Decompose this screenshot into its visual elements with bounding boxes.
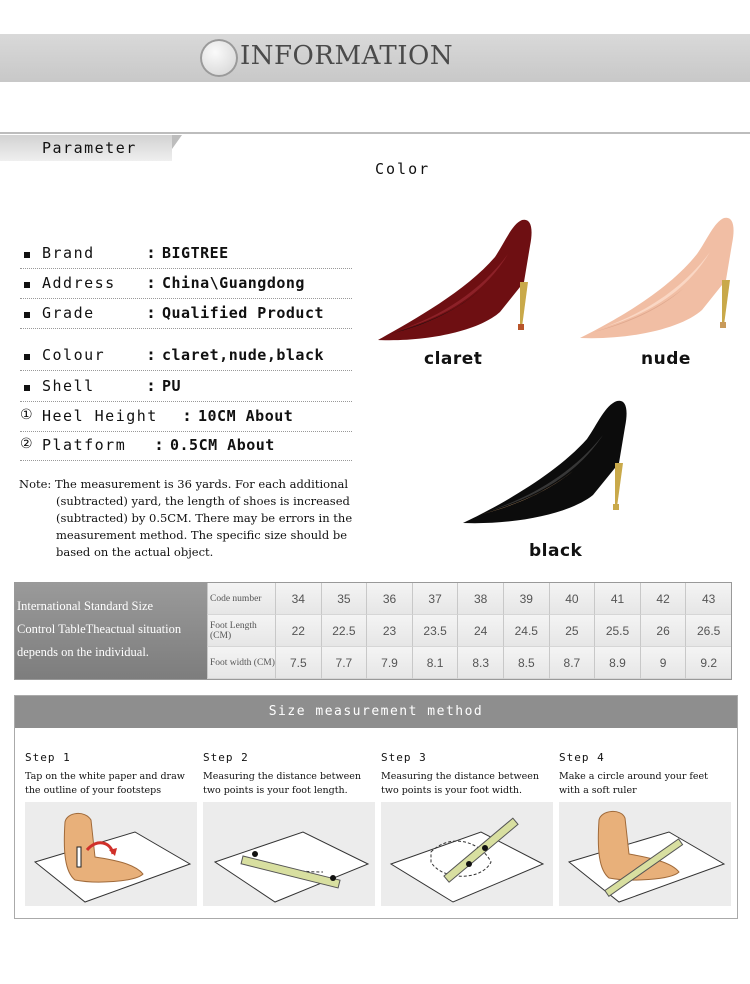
size-cell: 7.5 (275, 647, 321, 679)
spec-row (20, 344, 352, 371)
shoe-claret-image (370, 212, 550, 347)
note-line: based on the actual object. (56, 545, 214, 559)
bullet-icon (24, 252, 30, 258)
size-cell: 41 (594, 583, 640, 615)
spec-key: Address (42, 274, 116, 292)
note-line: Note: The measurement is 36 yards. For each additional (19, 477, 349, 491)
spec-key: Platform (42, 436, 127, 454)
step-title: Step 1 (25, 751, 71, 764)
spec-value: 10CM About (198, 407, 294, 425)
spec-colon: : (148, 304, 154, 322)
size-cell: 26 (640, 615, 686, 647)
page-title: INFORMATION (240, 41, 454, 71)
spec-value: 0.5CM About (170, 436, 275, 454)
spec-marker: ② (20, 436, 33, 452)
size-cell: 25.5 (594, 615, 640, 647)
size-cell: 35 (321, 583, 367, 615)
spec-value: Qualified Product (162, 304, 325, 322)
step-3-illustration (381, 802, 553, 906)
size-side-line: depends on the individual. (17, 645, 149, 659)
size-cell: 43 (685, 583, 731, 615)
size-cell: 9 (640, 647, 686, 679)
spec-colon: : (156, 436, 162, 454)
size-cell: 34 (275, 583, 321, 615)
size-cell: 22.5 (321, 615, 367, 647)
size-cell: 8.9 (594, 647, 640, 679)
bullet-icon (24, 385, 30, 391)
spec-key: Grade (42, 304, 95, 322)
size-cell: 7.9 (366, 647, 412, 679)
shoe-nude-label: nude (641, 349, 691, 369)
step-desc: Measuring the distance between two points is your foot width. (381, 771, 539, 796)
shoe-black-image (455, 395, 645, 530)
size-cell: 39 (503, 583, 549, 615)
size-cell: 22 (275, 615, 321, 647)
size-row-label: Foot width (CM) (207, 647, 275, 679)
shoe-black-label: black (529, 541, 583, 561)
size-cell: 37 (412, 583, 458, 615)
size-cell: 36 (366, 583, 412, 615)
bullet-icon (24, 282, 30, 288)
spec-key: Heel Height (42, 407, 158, 425)
step-desc: Make a circle around your feet with a soft ruler (559, 771, 708, 796)
size-side-line: International Standard Size (17, 599, 154, 613)
spec-key: Brand (42, 244, 95, 262)
size-cell: 8.1 (412, 647, 458, 679)
spec-value: claret,nude,black (162, 346, 325, 364)
spec-marker: ① (20, 407, 33, 423)
step-2-illustration (203, 802, 375, 906)
size-cell: 24 (457, 615, 503, 647)
size-cell: 42 (640, 583, 686, 615)
step-title: Step 2 (203, 751, 249, 764)
size-row-label: Foot Length (CM) (207, 615, 275, 647)
note-line: (subtracted) yard, the length of shoes is increased (56, 494, 350, 508)
spec-value: China\Guangdong (162, 274, 305, 292)
shoe-black (463, 401, 627, 524)
spec-key: Colour (42, 346, 106, 364)
size-cell: 8.3 (457, 647, 503, 679)
size-cell: 9.2 (685, 647, 731, 679)
size-cell: 38 (457, 583, 503, 615)
spec-colon: : (148, 346, 154, 364)
size-cell: 8.7 (549, 647, 595, 679)
size-grid (207, 583, 731, 679)
measurement-section (14, 695, 738, 919)
spec-row (20, 434, 352, 461)
size-row-label: Code number (207, 583, 275, 615)
size-table-side (15, 583, 207, 679)
step-desc: Tap on the white paper and draw the outline of your footsteps (25, 771, 185, 796)
spec-row (20, 302, 352, 329)
size-table (14, 582, 732, 680)
spec-row (20, 242, 352, 269)
size-cell: 23 (366, 615, 412, 647)
size-cell: 7.7 (321, 647, 367, 679)
step-1-illustration (25, 802, 197, 906)
size-cell: 8.5 (503, 647, 549, 679)
step-3 (381, 751, 553, 798)
shoe-nude (580, 218, 734, 339)
step-2 (203, 751, 375, 798)
spec-colon: : (184, 407, 190, 425)
size-side-line: Control TableTheactual situation (17, 622, 182, 636)
note-line: (subtracted) by 0.5CM. There may be errors in the (56, 511, 353, 525)
bullet-icon (24, 312, 30, 318)
step-desc: Measuring the distance between two points is your foot length. (203, 771, 361, 796)
parameter-label: Parameter (42, 139, 137, 157)
step-4 (559, 751, 731, 798)
spec-row (20, 375, 352, 402)
spec-key: Shell (42, 377, 95, 395)
step-title: Step 3 (381, 751, 427, 764)
color-label: Color (375, 160, 431, 178)
shoe-claret (378, 220, 532, 341)
measurement-title: Size measurement method (15, 696, 737, 728)
circle-icon (200, 39, 238, 77)
spec-colon: : (148, 274, 154, 292)
size-cell: 25 (549, 615, 595, 647)
size-cell: 40 (549, 583, 595, 615)
measurement-note (19, 476, 379, 561)
divider (0, 132, 750, 134)
shoe-claret-label: claret (424, 349, 483, 369)
step-title: Step 4 (559, 751, 605, 764)
spec-row (20, 272, 352, 299)
spec-value: BIGTREE (162, 244, 229, 262)
step-1 (25, 751, 197, 798)
spec-row (20, 405, 352, 432)
size-cell: 23.5 (412, 615, 458, 647)
spec-colon: : (148, 377, 154, 395)
size-cell: 24.5 (503, 615, 549, 647)
spec-colon: : (148, 244, 154, 262)
spec-value: PU (162, 377, 182, 395)
note-line: measurement method. The specific size should be (56, 528, 347, 542)
bullet-icon (24, 354, 30, 360)
shoe-nude-image (572, 212, 747, 347)
size-cell: 26.5 (685, 615, 731, 647)
step-4-illustration (559, 802, 731, 906)
tab-corner (172, 135, 182, 149)
